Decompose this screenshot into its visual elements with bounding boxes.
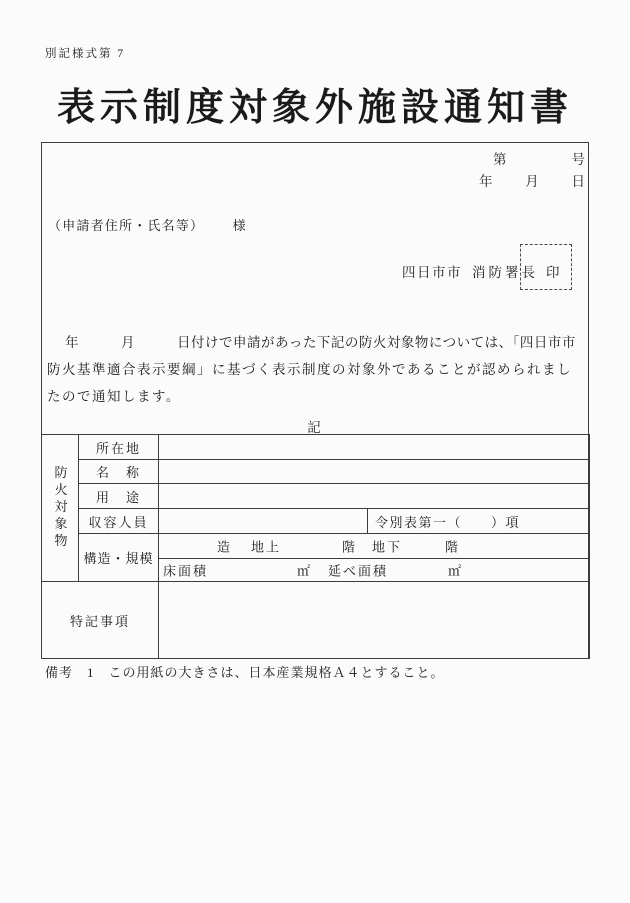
ordinance-category-cell: 令別表第一（ ）項 [368, 509, 590, 534]
ki-heading: 記 [307, 420, 323, 435]
label-structure: 構造・規模 [79, 534, 159, 582]
document-number-line [493, 148, 585, 168]
location-value-cell [159, 435, 590, 460]
remarks-line: 備考 1 この用紙の大きさは、日本産業規格Ａ４とすること。 [45, 665, 445, 680]
total-area-label: 延べ面積 [328, 563, 389, 579]
date-day-label: 日 [571, 174, 585, 189]
paragraph-line-2: 防火基準適合表示要綱」に基づく表示制度の対象外であることが認められまし [47, 362, 572, 377]
table-row-use [42, 484, 590, 509]
document-title: 表示制度対象外施設通知書 [56, 87, 573, 129]
label-capacity: 収容人員 [79, 509, 159, 534]
label-location: 所在地 [79, 435, 159, 460]
above-ground-label: 地上 [251, 539, 282, 555]
form-code: 別記様式第 7 [45, 48, 126, 60]
above-floors-label: 階 [342, 539, 358, 555]
table-row-structure-1 [42, 534, 590, 559]
floor-area-label: 床面積 [163, 563, 209, 579]
seal-label: 印 [546, 265, 560, 280]
group-label-vertical: 防火対象物 [52, 465, 68, 551]
fire-object-table [41, 434, 590, 659]
addressee-line [48, 215, 247, 234]
doc-number-prefix: 第 [493, 152, 507, 167]
structure-floors-cell [159, 534, 590, 559]
date-month-label: 月 [525, 174, 539, 189]
group-label-cell [42, 435, 79, 582]
below-ground-label: 地下 [372, 539, 403, 555]
structure-zo-label: 造 [217, 539, 233, 555]
date-year-label: 年 [479, 174, 493, 189]
issuer-city: 四日市市 [402, 265, 462, 280]
addressee-honorific: 様 [232, 218, 247, 233]
table-row-notes [42, 582, 590, 659]
structure-area-cell [159, 559, 590, 582]
notice-paragraph [47, 329, 580, 410]
paragraph-line-1: 年 月 日付けで申請があった下記の防火対象物については、「四日市市 [65, 335, 576, 350]
capacity-value-cell [159, 509, 368, 534]
paragraph-line-3: たので通知します。 [47, 389, 181, 404]
label-use: 用 途 [79, 484, 159, 509]
issuer-title: 消防署長 [472, 265, 538, 280]
table-row-location [42, 435, 590, 460]
notes-value-cell [159, 582, 590, 659]
notice-frame [41, 142, 589, 659]
use-value-cell [159, 484, 590, 509]
doc-number-suffix: 号 [571, 152, 585, 167]
total-area-unit: ㎡ [448, 563, 464, 579]
table-row-name [42, 460, 590, 484]
document-date-line [479, 170, 585, 190]
floor-area-unit: ㎡ [297, 563, 313, 579]
below-floors-label: 階 [445, 539, 461, 555]
label-notes: 特記事項 [42, 582, 159, 659]
label-name: 名 称 [79, 460, 159, 484]
addressee-label: （申請者住所・氏名等） [48, 218, 205, 233]
name-value-cell [159, 460, 590, 484]
table-row-capacity [42, 509, 590, 534]
